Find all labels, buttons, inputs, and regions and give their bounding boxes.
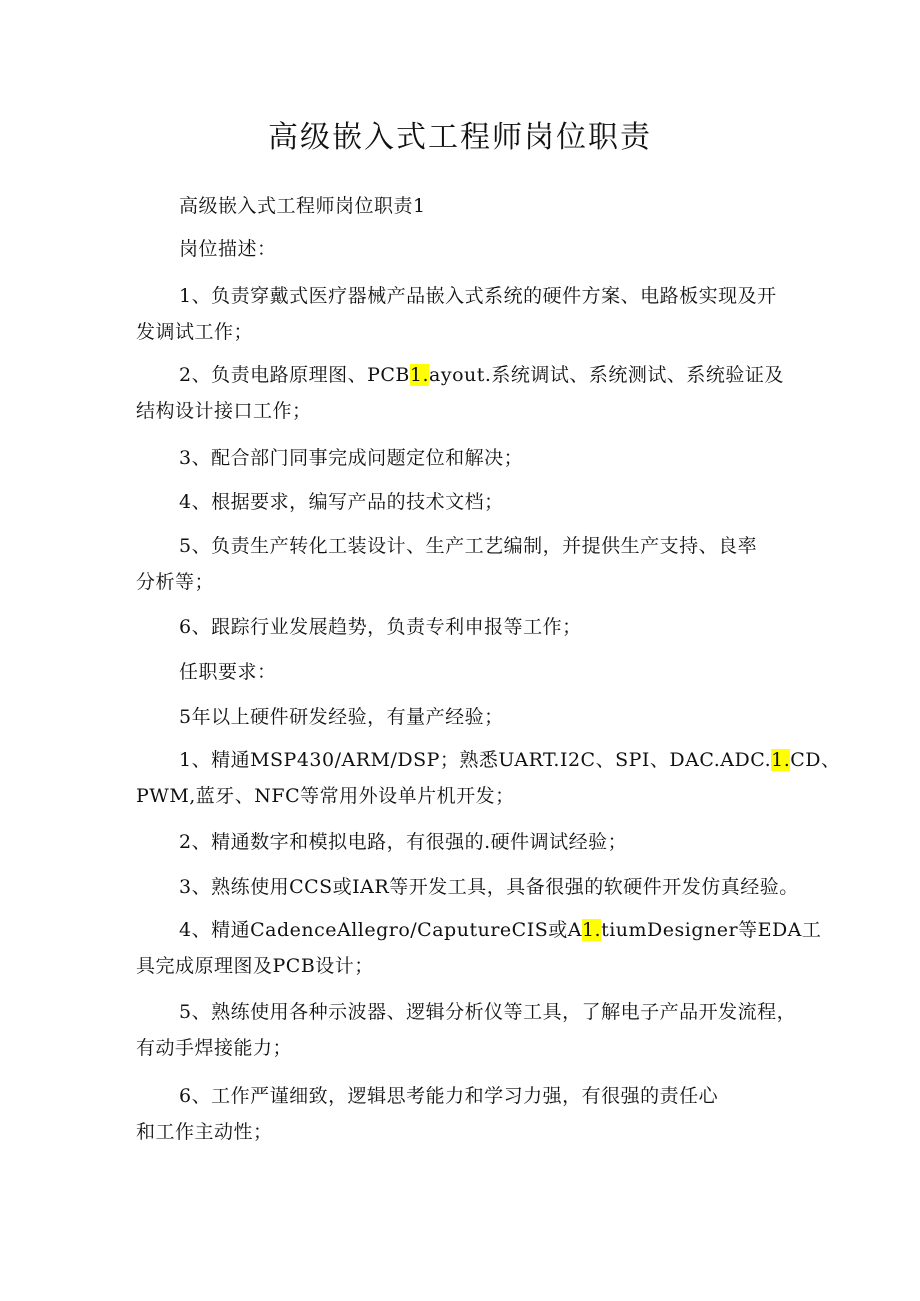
document-title: 高级嵌入式工程师岗位职责 (268, 120, 652, 155)
requirement-item-4-line-1 (136, 912, 822, 948)
duty-item-2-line-2: 结构设计接口工作； (136, 400, 312, 422)
duty-item-3-text: 3、配合部门同事完成问题定位和解决； (179, 447, 524, 469)
requirement-item-4-text-b: tiumDesigner等EDA工 (601, 919, 822, 941)
section-description-label: 岗位描述： (179, 238, 277, 260)
requirement-item-6-line-1: 6、工作严谨细致，逻辑思考能力和学习力强，有很强的责任心 (179, 1085, 719, 1107)
duty-item-5-line-2: 分析等； (136, 571, 215, 593)
duty-item-5-line-1: 5、负责生产转化工装设计、生产工艺编制，并提供生产支持、良率 (179, 535, 758, 557)
requirement-item-1-text-a: 1、精通MSP430/ARM/DSP；熟悉UART.I2C、SPI、DAC.ADC. (179, 749, 772, 771)
duty-item-6 (136, 609, 796, 645)
requirement-item-1-text-b: CD、 (790, 749, 841, 771)
highlighted-text: 1. (409, 364, 430, 386)
requirement-item-6-line-2: 和工作主动性； (136, 1121, 273, 1143)
requirement-item-4 (136, 912, 822, 984)
requirement-item-5-line-1: 5、熟练使用各种示波器、逻辑分析仪等工具，了解电子产品开发流程， (179, 1001, 797, 1023)
requirement-item-2-text: 2、精通数字和模拟电路，有很强的.硬件调试经验； (179, 831, 628, 853)
duty-item-2-text-a: 2、负责电路原理图、PCB (179, 364, 410, 386)
requirement-item-4-line-2: 具完成原理图及PCB设计； (136, 955, 374, 977)
requirement-item-1-line-1 (136, 742, 841, 778)
duty-item-2 (136, 357, 796, 429)
duty-item-1-line-1: 1、负责穿戴式医疗器械产品嵌入式系统的硬件方案、电路板实现及开 (179, 285, 777, 307)
section-heading-requirements (136, 654, 796, 690)
requirement-item-6 (136, 1078, 796, 1150)
duty-item-6-text: 6、跟踪行业发展趋势，负责专利申报等工作； (179, 616, 582, 638)
duty-item-2-line-1 (136, 357, 796, 393)
requirement-item-1 (136, 742, 841, 814)
requirement-intro (136, 699, 796, 735)
subtitle-text: 高级嵌入式工程师岗位职责1 (179, 195, 426, 217)
requirement-item-2 (136, 824, 796, 860)
section-heading-description (136, 231, 796, 267)
requirement-item-5-line-2: 有动手焊接能力； (136, 1037, 293, 1059)
duty-item-3 (136, 440, 796, 476)
requirement-item-3 (136, 869, 799, 905)
duty-item-2-text-b: ayout.系统调试、系统测试、系统验证及 (429, 364, 784, 386)
highlighted-text: 1. (771, 749, 791, 771)
duty-item-1-line-2: 发调试工作； (136, 321, 254, 343)
subtitle-paragraph (136, 188, 796, 224)
requirement-intro-text: 5年以上硬件研发经验，有量产经验； (179, 706, 504, 728)
duty-item-1 (136, 278, 796, 350)
requirement-item-3-text: 3、熟练使用CCS或IAR等开发工具，具备很强的软硬件开发仿真经验。 (179, 876, 799, 898)
duty-item-4 (136, 484, 796, 520)
duty-item-4-text: 4、根据要求，编写产品的技术文档； (179, 491, 504, 513)
requirement-item-1-line-2: PWM,蓝牙、NFC等常用外设单片机开发； (136, 785, 515, 807)
duty-item-5 (136, 528, 796, 600)
section-requirements-label: 任职要求： (179, 661, 277, 683)
requirement-item-5 (136, 994, 796, 1066)
requirement-item-4-text-a: 4、精通CadenceAllegro/CaputureCIS或A (179, 919, 582, 941)
highlighted-text: 1. (581, 919, 602, 941)
